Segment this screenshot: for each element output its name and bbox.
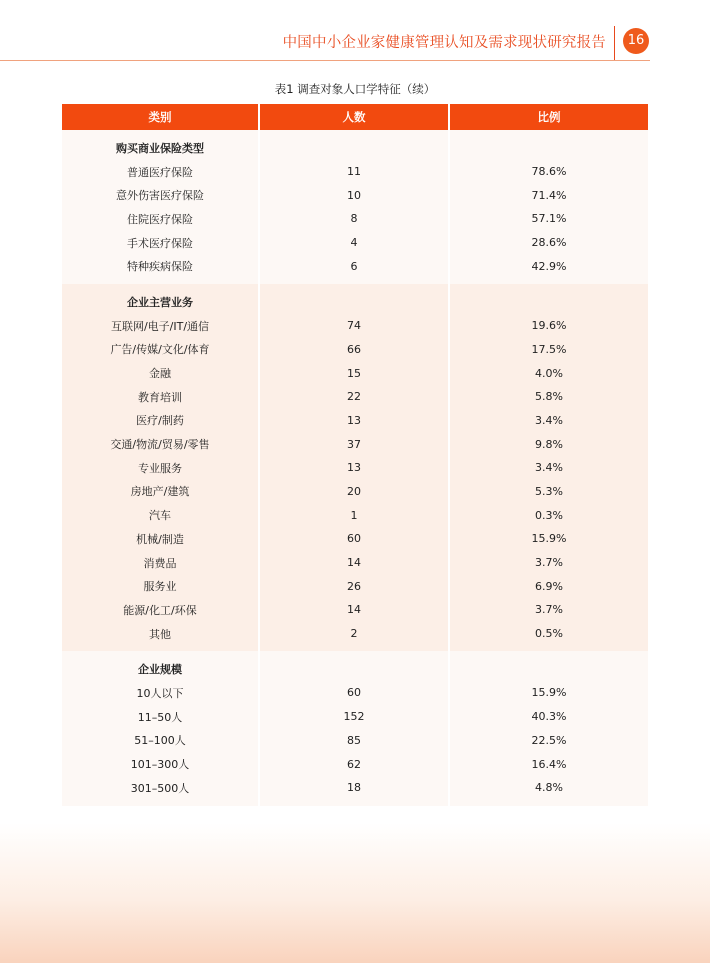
- ratio-cell: 28.6%: [448, 231, 648, 255]
- table-row: [62, 314, 648, 338]
- column-header-ratio: 比例: [448, 104, 648, 130]
- count-cell: 13: [258, 409, 448, 433]
- category-cell: 机械/制造: [62, 527, 258, 551]
- ratio-cell: 15.9%: [448, 527, 648, 551]
- table-row: [62, 574, 648, 598]
- ratio-cell: 16.4%: [448, 752, 648, 776]
- ratio-cell: 4.8%: [448, 776, 648, 806]
- count-cell: 66: [258, 338, 448, 362]
- table-row: [62, 338, 648, 362]
- count-cell: 26: [258, 574, 448, 598]
- section-title-row: [62, 651, 648, 681]
- count-cell: 6: [258, 254, 448, 284]
- header-divider: [614, 26, 615, 60]
- bottom-gradient-decoration: [0, 823, 710, 963]
- count-cell: 74: [258, 314, 448, 338]
- ratio-cell: 5.3%: [448, 480, 648, 504]
- ratio-cell: 57.1%: [448, 207, 648, 231]
- table-row: [62, 729, 648, 753]
- category-cell: 普通医疗保险: [62, 160, 258, 184]
- section-insurance-type: [62, 130, 648, 284]
- category-cell: 互联网/电子/IT/通信: [62, 314, 258, 338]
- table-row: [62, 432, 648, 456]
- ratio-cell: 0.5%: [448, 622, 648, 652]
- ratio-cell: 22.5%: [448, 729, 648, 753]
- category-cell: 51–100人: [62, 729, 258, 753]
- ratio-cell: 17.5%: [448, 338, 648, 362]
- ratio-cell: 5.8%: [448, 385, 648, 409]
- ratio-cell: 4.0%: [448, 361, 648, 385]
- category-cell: 汽车: [62, 503, 258, 527]
- ratio-cell: 3.7%: [448, 551, 648, 575]
- empty-cell: [258, 651, 448, 681]
- table-row: [62, 503, 648, 527]
- table-row: [62, 207, 648, 231]
- section-main-business: [62, 284, 648, 651]
- ratio-cell: 0.3%: [448, 503, 648, 527]
- count-cell: 14: [258, 598, 448, 622]
- section-title: 企业规模: [62, 651, 258, 681]
- section-title: 购买商业保险类型: [62, 130, 258, 160]
- table-row: [62, 681, 648, 705]
- count-cell: 14: [258, 551, 448, 575]
- section-title: 企业主营业务: [62, 284, 258, 314]
- section-title-row: [62, 130, 648, 160]
- count-cell: 20: [258, 480, 448, 504]
- count-cell: 37: [258, 432, 448, 456]
- ratio-cell: 19.6%: [448, 314, 648, 338]
- category-cell: 教育培训: [62, 385, 258, 409]
- page-header: [0, 28, 710, 60]
- table-row: [62, 551, 648, 575]
- ratio-cell: 6.9%: [448, 574, 648, 598]
- count-cell: 62: [258, 752, 448, 776]
- category-cell: 住院医疗保险: [62, 207, 258, 231]
- empty-cell: [448, 130, 648, 160]
- ratio-cell: 78.6%: [448, 160, 648, 184]
- report-title: 中国中小企业家健康管理认知及需求现状研究报告: [282, 35, 606, 51]
- count-cell: 1: [258, 503, 448, 527]
- table-row: [62, 776, 648, 806]
- ratio-cell: 3.4%: [448, 409, 648, 433]
- count-cell: 152: [258, 705, 448, 729]
- count-cell: 11: [258, 160, 448, 184]
- category-cell: 专业服务: [62, 456, 258, 480]
- category-cell: 意外伤害医疗保险: [62, 183, 258, 207]
- ratio-cell: 71.4%: [448, 183, 648, 207]
- category-cell: 广告/传媒/文化/体育: [62, 338, 258, 362]
- table-row: [62, 456, 648, 480]
- count-cell: 4: [258, 231, 448, 255]
- table-row: [62, 705, 648, 729]
- count-cell: 10: [258, 183, 448, 207]
- category-cell: 101–300人: [62, 752, 258, 776]
- category-cell: 金融: [62, 361, 258, 385]
- table-row: [62, 385, 648, 409]
- category-cell: 11–50人: [62, 705, 258, 729]
- category-cell: 301–500人: [62, 776, 258, 806]
- ratio-cell: 9.8%: [448, 432, 648, 456]
- category-cell: 房地产/建筑: [62, 480, 258, 504]
- ratio-cell: 3.4%: [448, 456, 648, 480]
- ratio-cell: 3.7%: [448, 598, 648, 622]
- category-cell: 服务业: [62, 574, 258, 598]
- table-caption: 表1 调查对象人口学特征（续）: [274, 82, 436, 96]
- category-cell: 交通/物流/贸易/零售: [62, 432, 258, 456]
- table-row: [62, 622, 648, 652]
- count-cell: 2: [258, 622, 448, 652]
- empty-cell: [258, 284, 448, 314]
- category-cell: 其他: [62, 622, 258, 652]
- table-row: [62, 480, 648, 504]
- count-cell: 8: [258, 207, 448, 231]
- table-row: [62, 254, 648, 284]
- table-header-row: [62, 104, 648, 130]
- header-rule: [0, 60, 650, 61]
- empty-cell: [448, 284, 648, 314]
- category-cell: 10人以下: [62, 681, 258, 705]
- count-cell: 60: [258, 681, 448, 705]
- table-row: [62, 361, 648, 385]
- table-row: [62, 409, 648, 433]
- table-row: [62, 752, 648, 776]
- section-company-size: [62, 651, 648, 805]
- table-row: [62, 598, 648, 622]
- count-cell: 60: [258, 527, 448, 551]
- count-cell: 18: [258, 776, 448, 806]
- empty-cell: [258, 130, 448, 160]
- category-cell: 手术医疗保险: [62, 231, 258, 255]
- demographics-table: [62, 104, 648, 806]
- page-number-badge: 16: [623, 28, 649, 54]
- category-cell: 特种疾病保险: [62, 254, 258, 284]
- count-cell: 22: [258, 385, 448, 409]
- count-cell: 15: [258, 361, 448, 385]
- section-title-row: [62, 284, 648, 314]
- count-cell: 13: [258, 456, 448, 480]
- table-row: [62, 183, 648, 207]
- count-cell: 85: [258, 729, 448, 753]
- table-row: [62, 231, 648, 255]
- column-header-count: 人数: [258, 104, 448, 130]
- empty-cell: [448, 651, 648, 681]
- ratio-cell: 15.9%: [448, 681, 648, 705]
- ratio-cell: 42.9%: [448, 254, 648, 284]
- table-row: [62, 527, 648, 551]
- column-header-category: 类别: [62, 104, 258, 130]
- category-cell: 消费品: [62, 551, 258, 575]
- category-cell: 医疗/制药: [62, 409, 258, 433]
- table-row: [62, 160, 648, 184]
- category-cell: 能源/化工/环保: [62, 598, 258, 622]
- ratio-cell: 40.3%: [448, 705, 648, 729]
